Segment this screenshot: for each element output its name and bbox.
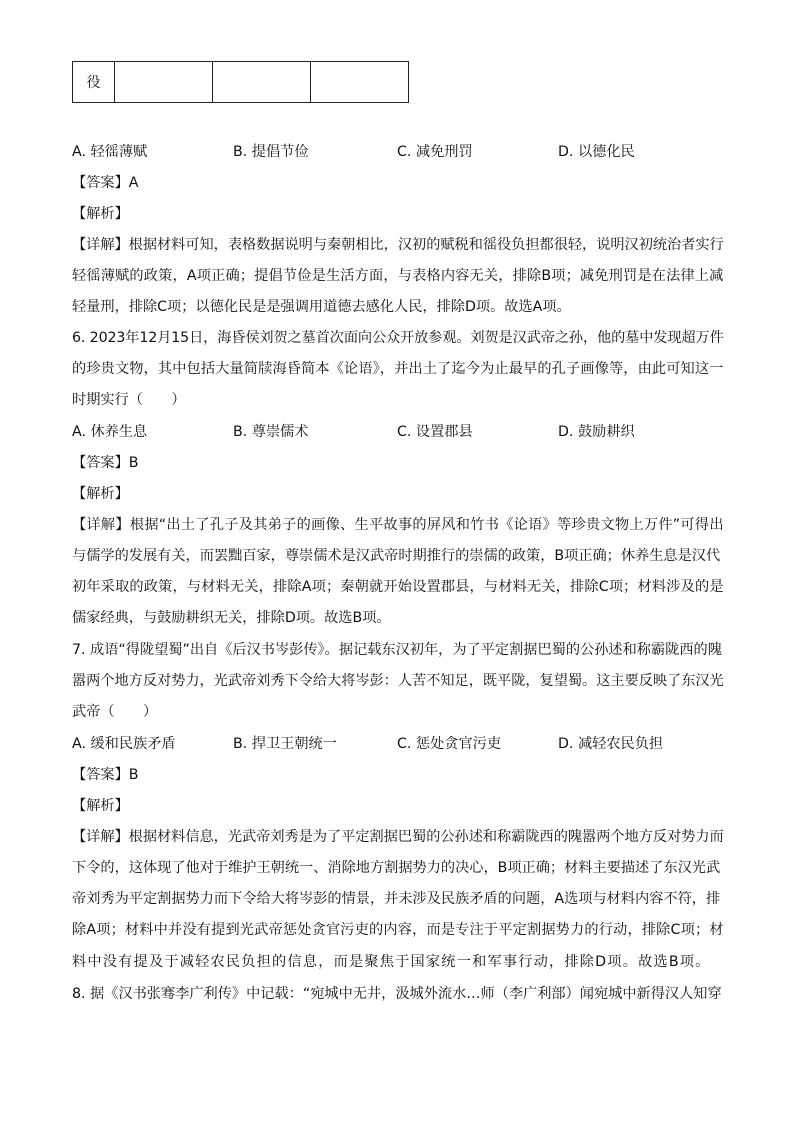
table-cell (213, 62, 311, 103)
q6-analysis-label: 【解析】 (72, 486, 129, 502)
q6-stem-line: 的珍贵文物，其中包括大量简牍海昏简本《论语》，并出土了迄今为止最早的孔子画像等，由此可知这一 (72, 361, 724, 377)
q6-detail-line: 【详解】根据“出土了孔子及其弟子的画像、生平故事的屏风和竹书《论语》等珍贵文物上万件”可得出 (72, 517, 724, 533)
q7-detail-line: 下令的，这体现了他对于维护王朝统一、消除地方割据势力的决心，B项正确；材料主要描述了东汉光武 (72, 860, 721, 876)
q7-answer: 【答案】B (72, 767, 139, 783)
q6-stem-line: 6. 2023年12月15日，海昏侯刘贺之墓首次面向公众开放参观。刘贺是汉武帝之孙，他的墓中发现超万件 (72, 330, 724, 346)
q7-option-a: A. 缓和民族矛盾 (72, 736, 176, 752)
q7-detail-line: 帝刘秀为平定割据势力而下令给大将岑彭的情景，并未涉及民族矛盾的问题，A选项与材料内容不符，排 (72, 891, 721, 907)
table-cell (115, 62, 213, 103)
q7-detail-line: 料中没有提及于减轻农民负担的信息，而是聚焦于国家统一和军事行动，排除D项。故选B项。 (72, 954, 711, 970)
q8-stem-line: 8. 据《汉书张骞李广利传》中记载：“宛城中无井，汲城外流水…师（李广利部）闻宛城中新得汉人知穿 (72, 986, 722, 1002)
q7-stem-line: 武帝（ ） (72, 704, 158, 720)
q5-option-d: D. 以德化民 (558, 144, 635, 160)
q7-option-c: C. 惩处贪官污吏 (397, 736, 502, 752)
q7-options (72, 734, 732, 754)
q7-stem-line: 7. 成语“得陇望蜀”出自《后汉书岑彭传》。据记载东汉初年，为了平定割据巴蜀的公孙述和称霸陇西的隗 (72, 642, 722, 658)
q5-options (72, 142, 732, 162)
table-cell (311, 62, 409, 103)
q6-option-b: B. 尊崇儒术 (233, 424, 309, 440)
q6-options (72, 422, 732, 442)
table-row-label: 役 (73, 62, 115, 103)
q5-detail-line: 轻徭薄赋的政策，A项正确；提倡节俭是生活方面，与表格内容无关，排除B项；减免刑罚是在法律上减 (72, 268, 724, 284)
q5-option-c: C. 减免刑罚 (397, 144, 473, 160)
q5-option-a: A. 轻徭薄赋 (72, 144, 148, 160)
q7-detail-line: 【详解】根据材料信息，光武帝刘秀是为了平定割据巴蜀的公孙述和称霸陇西的隗嚣两个地方反对势力而 (72, 829, 724, 845)
q6-option-c: C. 设置郡县 (397, 424, 473, 440)
q7-stem-line: 嚣两个地方反对势力，光武帝刘秀下令给大将岑彭：人苦不知足，既平陇，复望蜀。这主要反映了东汉光 (72, 673, 724, 689)
q6-option-d: D. 鼓励耕织 (558, 424, 635, 440)
table-row (73, 62, 409, 103)
q7-detail-line: 除A项；材料中并没有提到光武帝惩处贪官污吏的内容，而是专注于平定割据势力的行动，排除C项；材 (72, 922, 724, 938)
q6-detail-line: 初年采取的政策，与材料无关，排除A项；秦朝就开始设置郡县，与材料无关，排除C项；材料涉及的是 (72, 579, 724, 595)
q6-stem-line: 时期实行（ ） (72, 392, 186, 408)
q6-detail-line: 与儒学的发展有关，而罢黜百家，尊崇儒术是汉武帝时期推行的崇儒的政策，B项正确；休养生息是汉代 (72, 548, 721, 564)
q5-analysis-label: 【解析】 (72, 206, 129, 222)
data-table-fragment (72, 61, 409, 103)
q5-detail-line: 轻量刑，排除C项；以德化民是是强调用道德去感化人民，排除D项。故选A项。 (72, 299, 571, 315)
q6-answer: 【答案】B (72, 455, 139, 471)
q5-option-b: B. 提倡节俭 (233, 144, 309, 160)
q5-detail-line: 【详解】根据材料可知，表格数据说明与秦朝相比，汉初的赋税和徭役负担都很轻，说明汉初统治者实行 (72, 237, 724, 253)
q7-analysis-label: 【解析】 (72, 798, 129, 814)
q5-answer: 【答案】A (72, 175, 139, 191)
q7-option-d: D. 减轻农民负担 (558, 736, 664, 752)
q6-option-a: A. 休养生息 (72, 424, 148, 440)
q6-detail-line: 儒家经典，与鼓励耕织无关，排除D项。故选B项。 (72, 610, 391, 626)
q7-option-b: B. 捍卫王朝统一 (233, 736, 337, 752)
